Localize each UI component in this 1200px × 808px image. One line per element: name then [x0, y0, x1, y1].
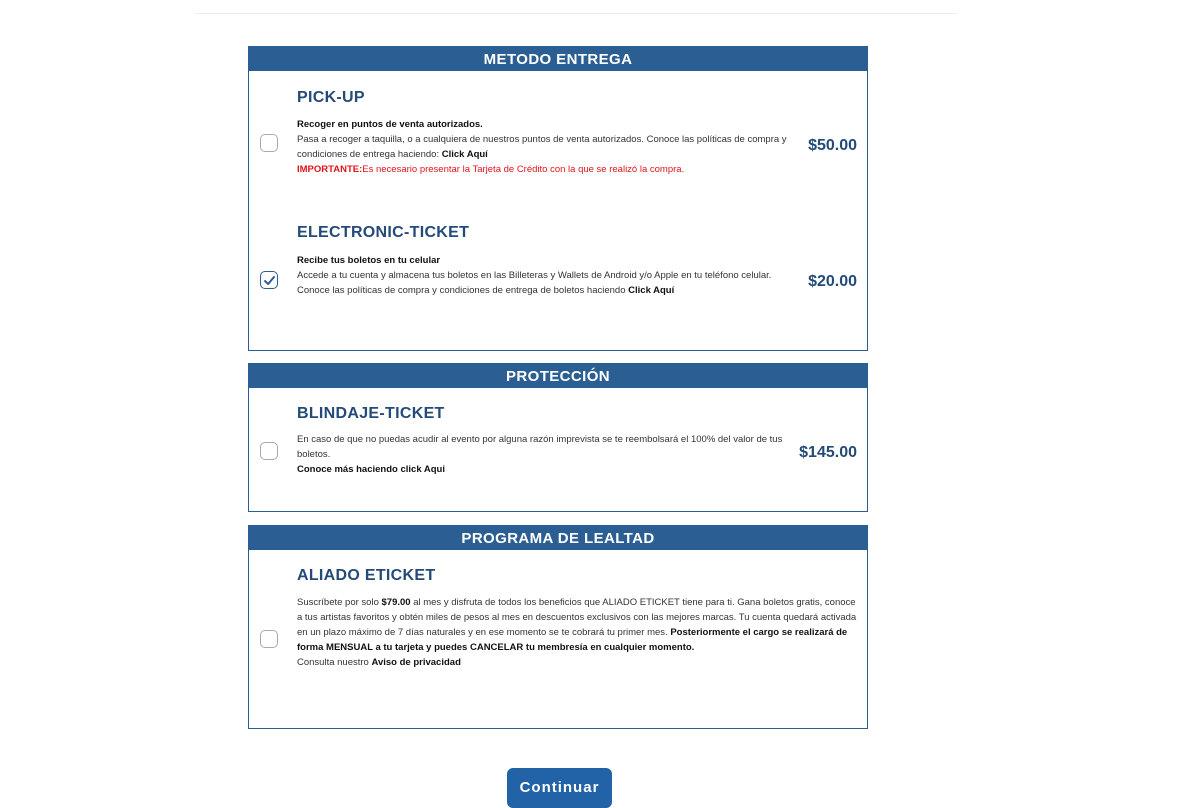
continue-button[interactable]: Continuar	[507, 768, 612, 808]
blindaje-option	[249, 388, 867, 508]
eticket-checkbox[interactable]	[260, 271, 278, 289]
blindaje-checkbox[interactable]	[260, 442, 278, 460]
checkmark-icon	[263, 274, 276, 287]
eticket-text: Accede a tu cuenta y almacena tus boletos en las Billeteras y Wallets de Android y/o Apple en tu teléfono celular. Conoce las políticas de compra y condiciones de entrega de boletos haciendo	[297, 270, 772, 296]
aliado-checkbox[interactable]	[260, 630, 278, 648]
loyalty-section	[248, 525, 868, 729]
aliado-text-b: al mes y disfruta de todos los beneficios que ALIADO ETICKET tiene para ti. Gana boletos gratis, conoce a tus artistas favoritos y obtén miles de pesos al mes en descuentos exclusivos con las mejores marcas. Tu cuenta quedará activada en un plazo máximo de 7 días naturales y en ese momento se te cobrará tu primer mes.	[297, 597, 857, 638]
loyalty-header: PROGRAMA DE LEALTAD	[249, 526, 867, 550]
pickup-price: $50.00	[808, 137, 857, 154]
eticket-option	[249, 211, 867, 341]
blindaje-more-link[interactable]: Conoce más haciendo click Aqui	[297, 464, 445, 475]
blindaje-description	[297, 432, 797, 477]
privacy-notice-link[interactable]: Aviso de privacidad	[371, 657, 461, 668]
pickup-description	[297, 117, 797, 177]
delivery-method-section	[248, 46, 868, 351]
aliado-description	[297, 595, 857, 670]
pickup-option	[249, 71, 867, 211]
aliado-privacy-prefix: Consulta nuestro	[297, 657, 372, 668]
aliado-terms-bold: Posteriormente el cargo se realizará de forma MENSUAL a tu tarjeta y puedes CANCELAR tu membresía en cualquier momento.	[297, 627, 848, 653]
eticket-subtitle: Recibe tus boletos en tu celular	[297, 255, 441, 266]
protection-header: PROTECCIÓN	[249, 364, 867, 388]
blindaje-title: BLINDAJE-TICKET	[297, 405, 445, 422]
eticket-title: ELECTRONIC-TICKET	[297, 224, 470, 241]
eticket-description	[297, 253, 797, 298]
pickup-text: Pasa a recoger a taquilla, o a cualquiera de nuestros puntos de venta autorizados. Conoce las políticas de compra y condiciones de entrega haciendo:	[297, 134, 787, 160]
blindaje-price: $145.00	[799, 444, 857, 461]
aliado-option	[249, 550, 867, 725]
pickup-subtitle: Recoger en puntos de venta autorizados.	[297, 119, 483, 130]
eticket-click-link[interactable]: Click Aquí	[628, 285, 675, 296]
pickup-important-note	[297, 164, 684, 175]
pickup-important-label: IMPORTANTE:	[297, 164, 363, 175]
protection-section	[248, 363, 868, 512]
pickup-title: PICK-UP	[297, 89, 365, 106]
eticket-price: $20.00	[808, 273, 857, 290]
aliado-text-a: Suscríbete por solo	[297, 597, 382, 608]
pickup-checkbox[interactable]	[260, 134, 278, 152]
aliado-inline-price: $79.00	[381, 597, 411, 608]
blindaje-text: En caso de que no puedas acudir al evento por alguna razón imprevista se te reembolsará el 100% del valor de tus boletos.	[297, 434, 783, 460]
pickup-click-link[interactable]: Click Aquí	[441, 149, 488, 160]
delivery-method-header: METODO ENTREGA	[249, 47, 867, 71]
aliado-title: ALIADO ETICKET	[297, 567, 436, 584]
top-divider	[195, 13, 957, 14]
pickup-important-text: Es necesario presentar la Tarjeta de Crédito con la que se realizó la compra.	[362, 164, 685, 175]
